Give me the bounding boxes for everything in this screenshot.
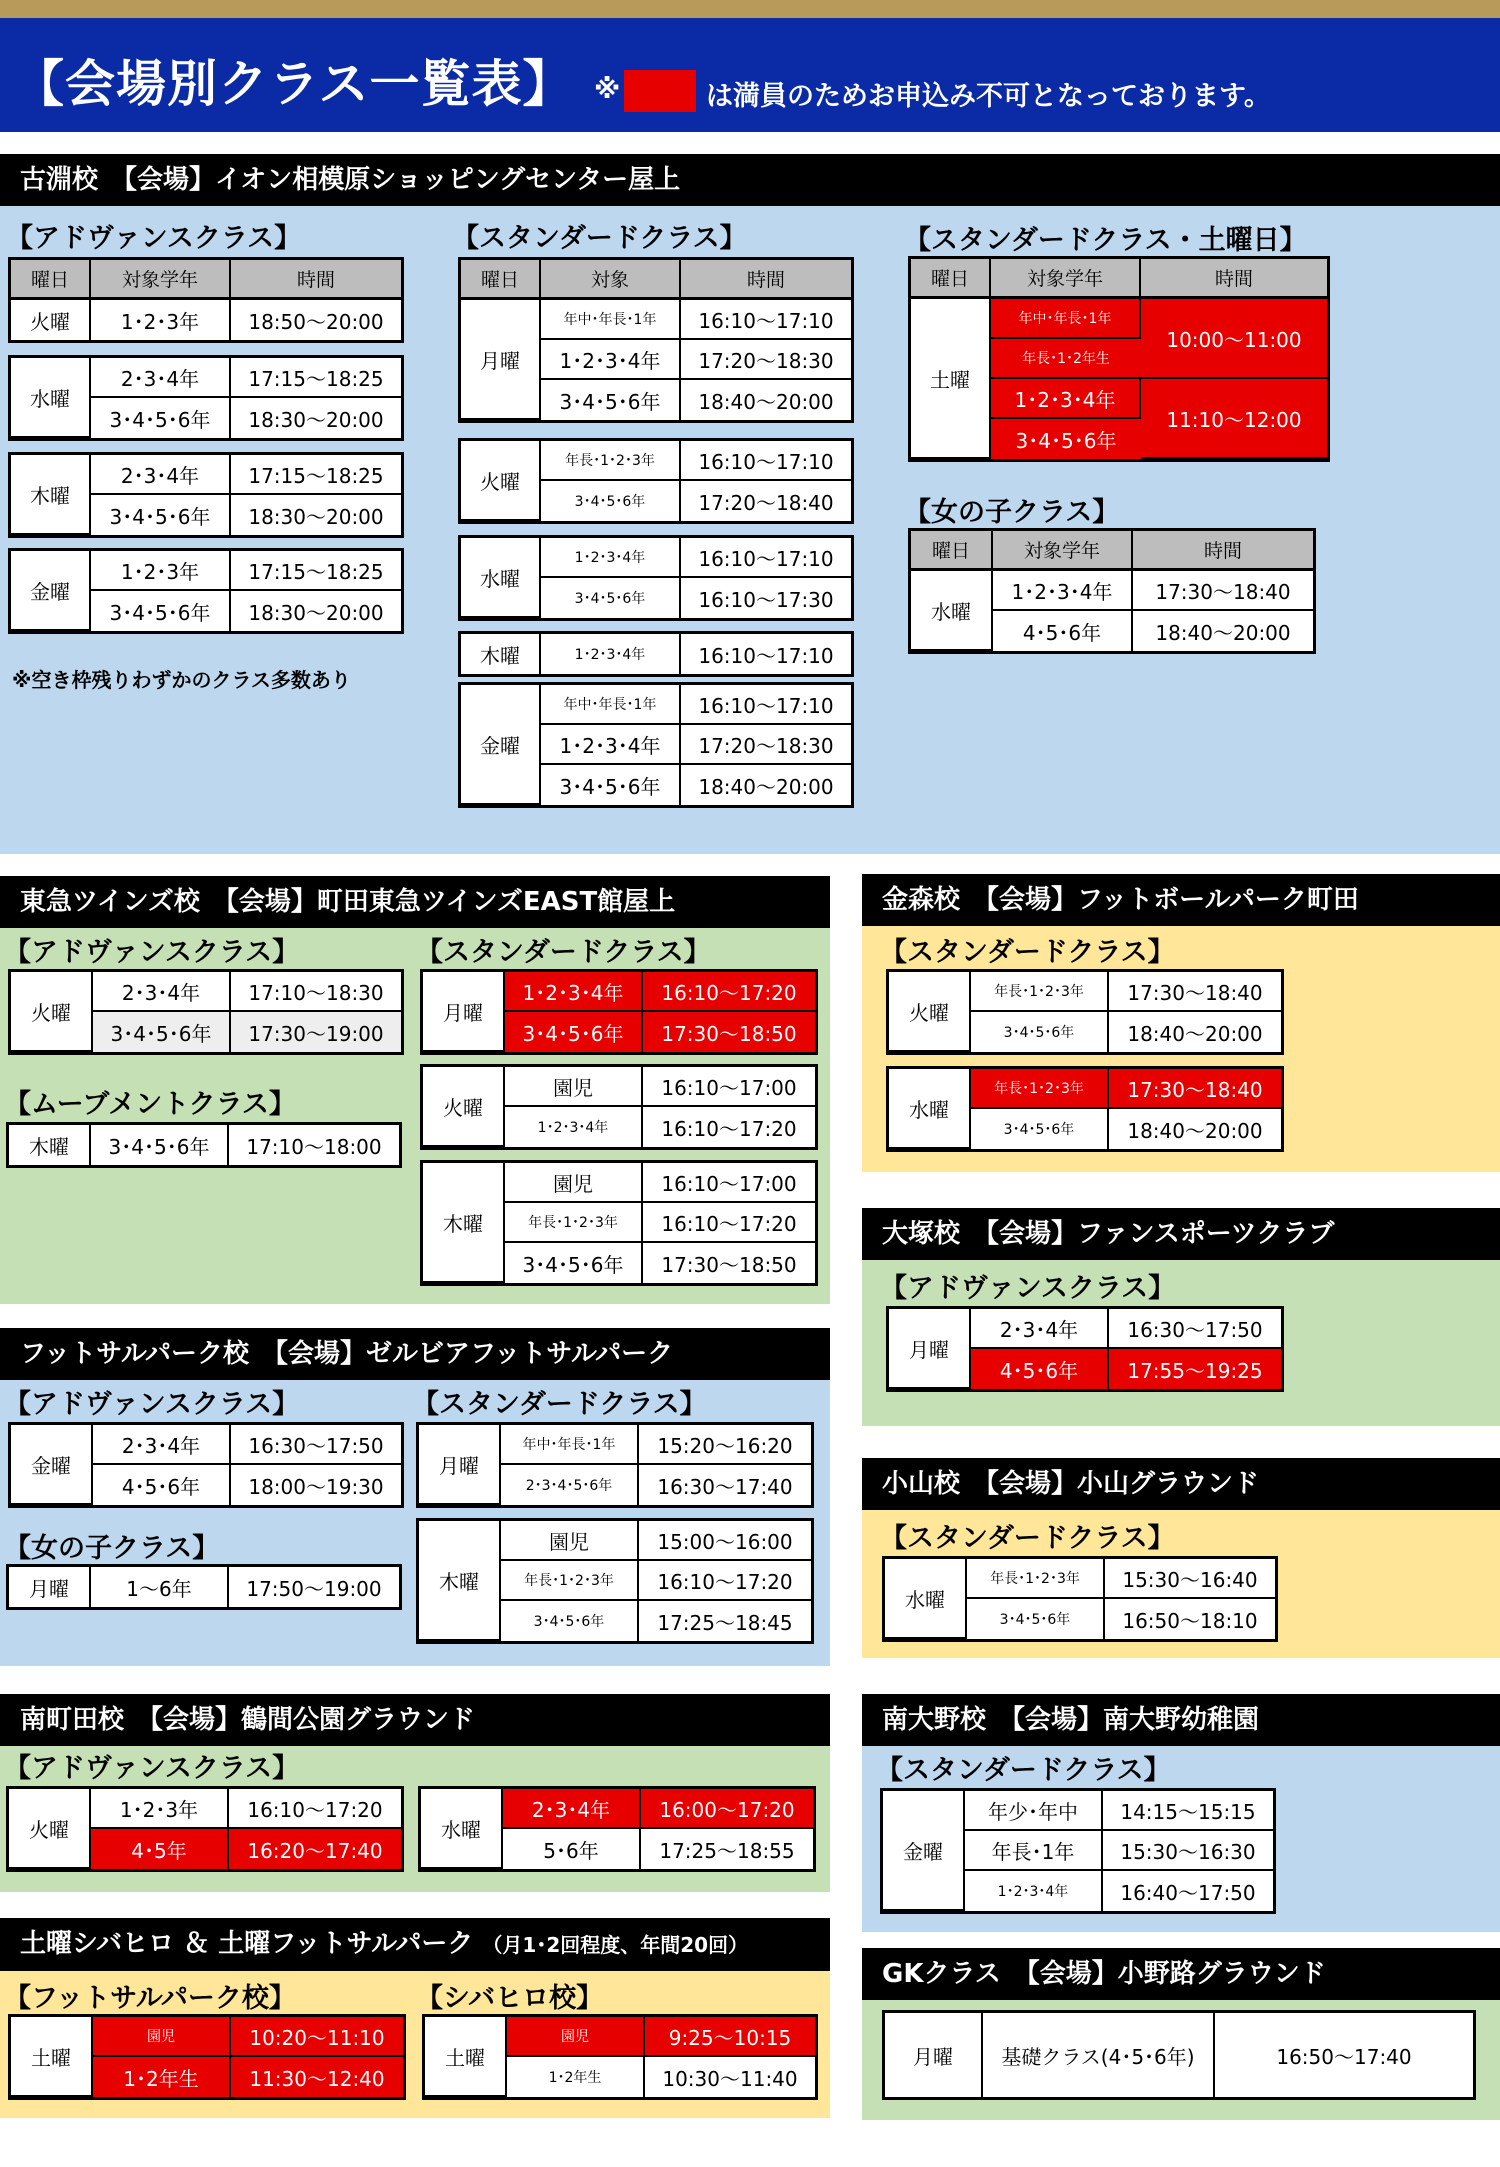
schedule-table: 曜日 対象学年 時間 土曜 年中･年長･1年 10:00～11:00 年長･1･2年生 1･2･3･4年 11:10～12:00 3･4･5･6年 bbox=[908, 256, 1330, 462]
class-label: 【シバヒロ校】 bbox=[416, 1983, 604, 2014]
schedule-table: 木曜 3･4･5･6年 17:10～18:00 bbox=[6, 1122, 402, 1168]
schedule-table: 木曜 2･3･4年 17:15～18:25 3･4･5･6年 18:30～20:00 bbox=[8, 452, 404, 538]
class-label: 【フットサルパーク校】 bbox=[4, 1983, 296, 2014]
class-label: 【アドヴァンスクラス】 bbox=[4, 1753, 300, 1784]
schedule-table: 土曜 園児 9:25～10:15 1･2年生 10:30～11:40 bbox=[422, 2014, 818, 2100]
section-title: フットサルパーク校 【会場】ゼルビアフットサルパーク bbox=[0, 1328, 830, 1380]
class-label: 【ムーブメントクラス】 bbox=[4, 1089, 296, 1120]
section-title: 大塚校 【会場】ファンスポーツクラブ bbox=[862, 1208, 1500, 1260]
section-title: 南大野校 【会場】南大野幼稚園 bbox=[862, 1694, 1500, 1746]
class-label: 【スタンダードクラス】 bbox=[880, 1523, 1175, 1554]
schedule-table: 木曜 園児 15:00～16:00 年長･1･2･3年 16:10～17:20 3･4･5･6年 17:25～18:45 bbox=[416, 1518, 814, 1644]
full-note-text: は満員のためお申込み不可となっております。 bbox=[706, 81, 1271, 112]
class-label: 【スタンダードクラス・土曜日】 bbox=[904, 225, 1307, 256]
schedule-table: 金曜 年中･年長･1年 16:10～17:10 1･2･3･4年 17:20～18:30 3･4･5･6年 18:40～20:00 bbox=[458, 682, 854, 808]
schedule-table: 火曜 1･2･3年 16:10～17:20 4･5年 16:20～17:40 bbox=[6, 1786, 404, 1872]
section-title: 小山校 【会場】小山グラウンド bbox=[862, 1458, 1500, 1510]
schedule-table: 火曜 年長･1･2･3年 17:30～18:40 3･4･5･6年 18:40～20:00 bbox=[886, 969, 1284, 1055]
schedule-table: 土曜 園児 10:20～11:10 1･2年生 11:30～12:40 bbox=[8, 2014, 406, 2100]
availability-note: ※空き枠残りわずかのクラス多数あり bbox=[12, 668, 351, 692]
schedule-table: 曜日 対象 時間 月曜 年中･年長･1年 16:10～17:10 1･2･3･4年 17:20～18:30 3･4･5･6年 18:40～20:00 bbox=[458, 257, 854, 423]
schedule-table: 火曜 年長･1･2･3年 16:10～17:10 3･4･5･6年 17:20～18:40 bbox=[458, 438, 854, 524]
class-label: 【スタンダードクラス】 bbox=[416, 937, 711, 968]
schedule-table: 月曜 基礎クラス(4･5･6年) 16:50～17:40 bbox=[882, 2010, 1476, 2100]
schedule-table: 月曜 1～6年 17:50～19:00 bbox=[6, 1564, 402, 1610]
schedule-table: 曜日 対象学年 時間 火曜 1･2･3年 18:50～20:00 bbox=[8, 257, 404, 343]
schedule-table: 月曜 年中･年長･1年 15:20～16:20 2･3･4･5･6年 16:30～17:40 bbox=[416, 1422, 814, 1508]
top-gold-stripe bbox=[0, 0, 1500, 18]
schedule-table: 月曜 2･3･4年 16:30～17:50 4･5･6年 17:55～19:25 bbox=[886, 1306, 1284, 1392]
schedule-table: 木曜 1･2･3･4年 16:10～17:10 bbox=[458, 631, 854, 677]
section-title bbox=[0, 1918, 830, 1971]
page-title: 【会場別クラス一覧表】 bbox=[14, 55, 574, 113]
page-header bbox=[0, 18, 1500, 132]
section-title: GKクラス 【会場】小野路グラウンド bbox=[862, 1948, 1500, 2000]
schedule-table: 水曜 年長･1･2･3年 17:30～18:40 3･4･5･6年 18:40～20:00 bbox=[886, 1066, 1284, 1152]
class-label: 【女の子クラス】 bbox=[904, 497, 1120, 528]
schedule-table: 月曜 1･2･3･4年 16:10～17:20 3･4･5･6年 17:30～18:50 bbox=[420, 969, 818, 1055]
class-label: 【女の子クラス】 bbox=[4, 1533, 220, 1564]
class-label: 【アドヴァンスクラス】 bbox=[4, 1389, 300, 1420]
full-note-prefix: ※ bbox=[594, 74, 621, 105]
schedule-table: 金曜 2･3･4年 16:30～17:50 4･5･6年 18:00～19:30 bbox=[8, 1422, 404, 1508]
schedule-table: 曜日 対象学年 時間 水曜 1･2･3･4年 17:30～18:40 4･5･6年 18:40～20:00 bbox=[908, 528, 1316, 654]
full-color-swatch bbox=[624, 70, 696, 112]
schedule-table: 金曜 1･2･3年 17:15～18:25 3･4･5･6年 18:30～20:00 bbox=[8, 548, 404, 634]
schedule-table: 水曜 2･3･4年 16:00～17:20 5･6年 17:25～18:55 bbox=[418, 1786, 816, 1872]
class-label: 【スタンダードクラス】 bbox=[452, 223, 747, 254]
section-title: 東急ツインズ校 【会場】町田東急ツインズEAST館屋上 bbox=[0, 876, 830, 928]
class-label: 【スタンダードクラス】 bbox=[876, 1755, 1171, 1786]
section-title: 金森校 【会場】フットボールパーク町田 bbox=[862, 874, 1500, 926]
saturday-title-note: （月1･2回程度、年間20回） bbox=[482, 1933, 749, 1957]
class-label: 【アドヴァンスクラス】 bbox=[880, 1273, 1176, 1304]
saturday-title: 土曜シバヒロ ＆ 土曜フットサルパーク bbox=[20, 1929, 474, 1959]
schedule-table: 金曜 年少･年中 14:15～15:15 年長･1年 15:30～16:30 1･2･3･4年 16:40～17:50 bbox=[880, 1788, 1276, 1914]
schedule-table: 火曜 園児 16:10～17:00 1･2･3･4年 16:10～17:20 bbox=[420, 1064, 818, 1150]
class-label: 【スタンダードクラス】 bbox=[412, 1389, 707, 1420]
section-title: 古淵校 【会場】イオン相模原ショッピングセンター屋上 bbox=[0, 154, 1500, 206]
class-label: 【スタンダードクラス】 bbox=[880, 937, 1175, 968]
schedule-table: 水曜 1･2･3･4年 16:10～17:10 3･4･5･6年 16:10～17:30 bbox=[458, 535, 854, 621]
class-label: 【アドヴァンスクラス】 bbox=[6, 223, 302, 254]
schedule-table: 水曜 2･3･4年 17:15～18:25 3･4･5･6年 18:30～20:00 bbox=[8, 355, 404, 441]
section-title: 南町田校 【会場】鶴間公園グラウンド bbox=[0, 1694, 830, 1746]
class-label: 【アドヴァンスクラス】 bbox=[4, 937, 300, 968]
schedule-table: 水曜 年長･1･2･3年 15:30～16:40 3･4･5･6年 16:50～18:10 bbox=[882, 1556, 1278, 1642]
schedule-table: 火曜 2･3･4年 17:10～18:30 3･4･5･6年 17:30～19:00 bbox=[8, 969, 404, 1055]
schedule-table: 木曜 園児 16:10～17:00 年長･1･2･3年 16:10～17:20 3･4･5･6年 17:30～18:50 bbox=[420, 1160, 818, 1286]
